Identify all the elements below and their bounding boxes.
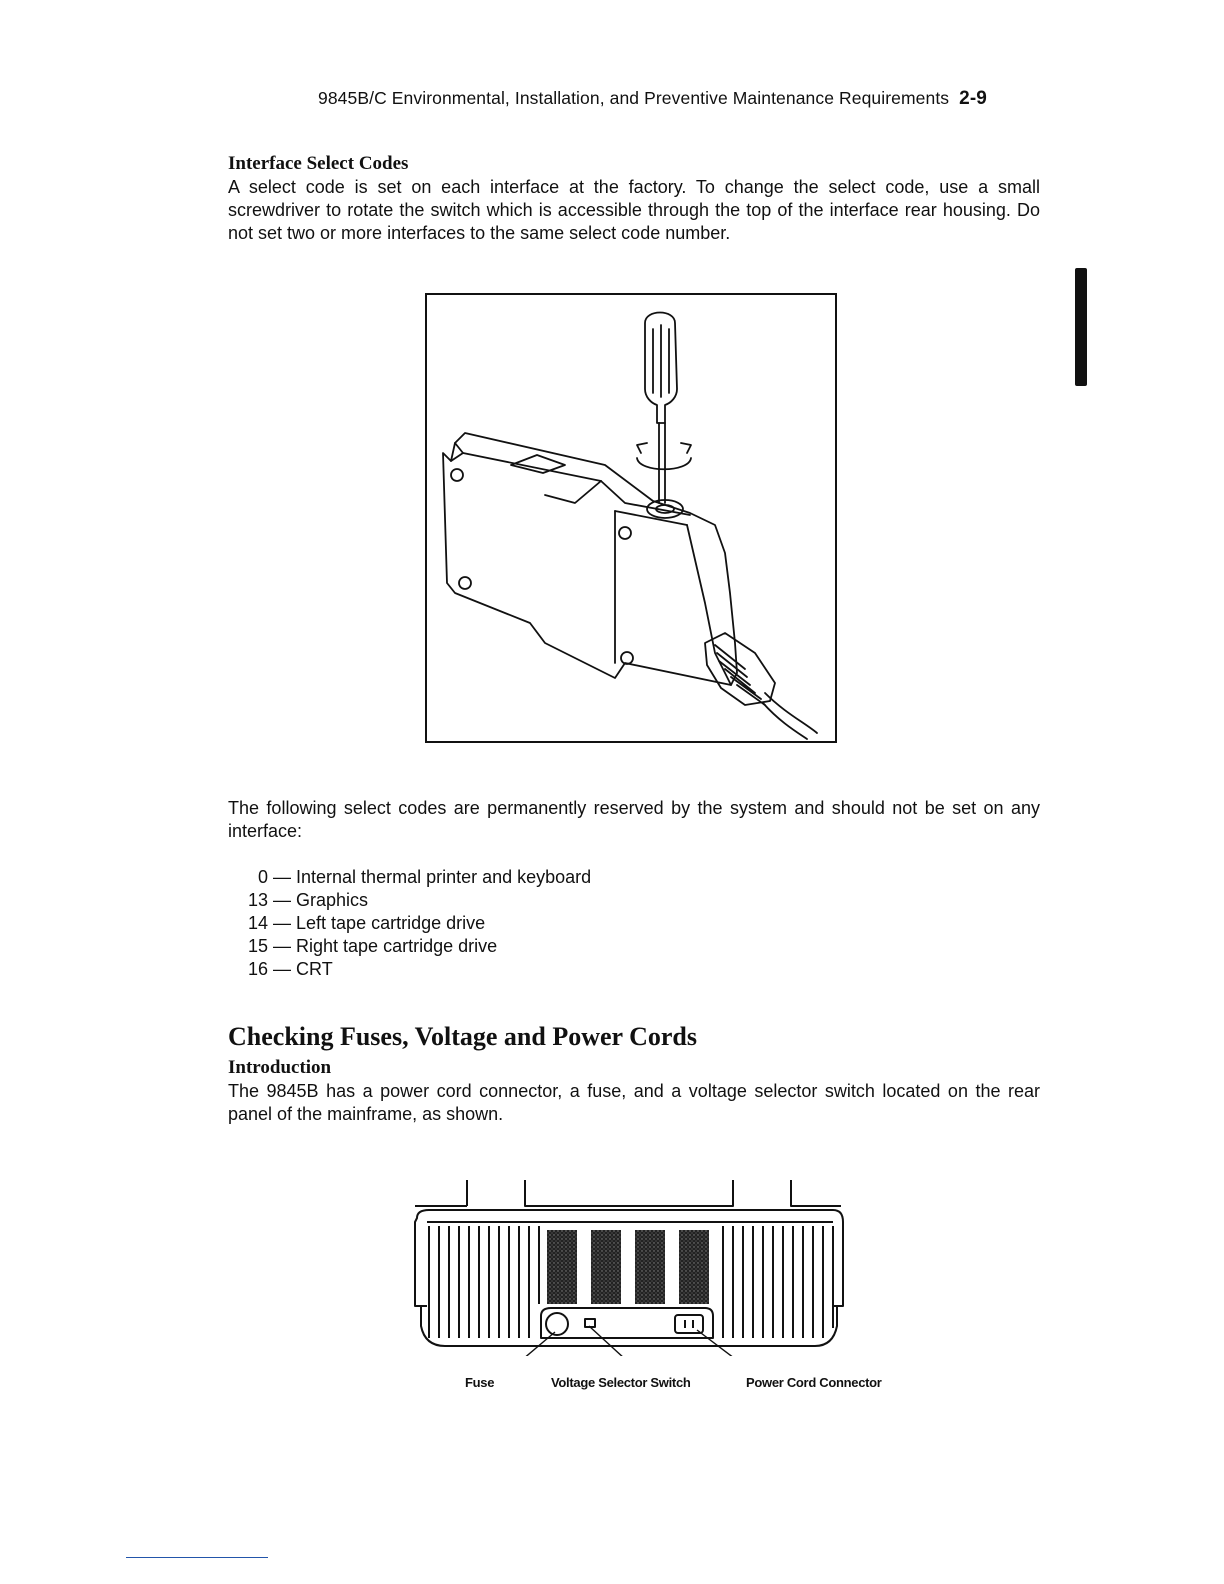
select-code-paragraph: A select code is set on each interface at the factory. To change the select code, use a small screwdriver to rotate the switch which is accessible through the top of the interface rear housing. Do not set two or more interfaces to the same select code number. (228, 177, 1040, 243)
footnote-rule (126, 1557, 268, 1558)
select-code-number: 16 (247, 959, 268, 979)
select-code-label: — Internal thermal printer and keyboard (273, 867, 592, 887)
page-number: 2-9 (959, 88, 987, 109)
reserved-codes-intro: The following select codes are permanently reserved by the system and should not be set on any interface: (228, 798, 1040, 841)
interface-screwdriver-illustration (425, 293, 837, 743)
select-code-label: — Left tape cartridge drive (273, 913, 486, 933)
interface-screwdriver-figure (425, 293, 837, 743)
select-code-number: 13 (247, 890, 268, 910)
introduction-subheading: Introduction (228, 1057, 332, 1078)
list-item (228, 866, 591, 889)
fuse-label: Fuse (465, 1375, 495, 1390)
voltage-selector-label: Voltage Selector Switch (551, 1375, 691, 1390)
select-code-number: 15 (247, 936, 268, 956)
running-header (318, 88, 1048, 110)
select-code-number: 14 (247, 913, 268, 933)
rear-panel-illustration (405, 1178, 855, 1356)
interface-select-codes-heading: Interface Select Codes (228, 153, 409, 174)
fuses-intro-paragraph: The 9845B has a power cord connector, a fuse, and a voltage selector switch located on the rear panel of the mainframe, as shown. (228, 1081, 1040, 1124)
revision-bar (1075, 268, 1087, 386)
running-header-title: 9845B/C Environmental, Installation, and Preventive Maintenance Requirements (318, 88, 950, 108)
select-code-label: — CRT (273, 959, 333, 979)
select-code-label: — Graphics (273, 890, 369, 910)
list-item (228, 935, 591, 958)
list-item (228, 958, 591, 981)
list-item (228, 912, 591, 935)
checking-fuses-heading: Checking Fuses, Voltage and Power Cords (228, 1022, 698, 1051)
list-item (228, 889, 591, 912)
select-code-label: — Right tape cartridge drive (273, 936, 498, 956)
select-code-number: 0 (257, 867, 268, 887)
rear-panel-figure (405, 1178, 855, 1356)
power-cord-connector-label: Power Cord Connector (746, 1375, 882, 1390)
reserved-codes-list (228, 866, 591, 981)
